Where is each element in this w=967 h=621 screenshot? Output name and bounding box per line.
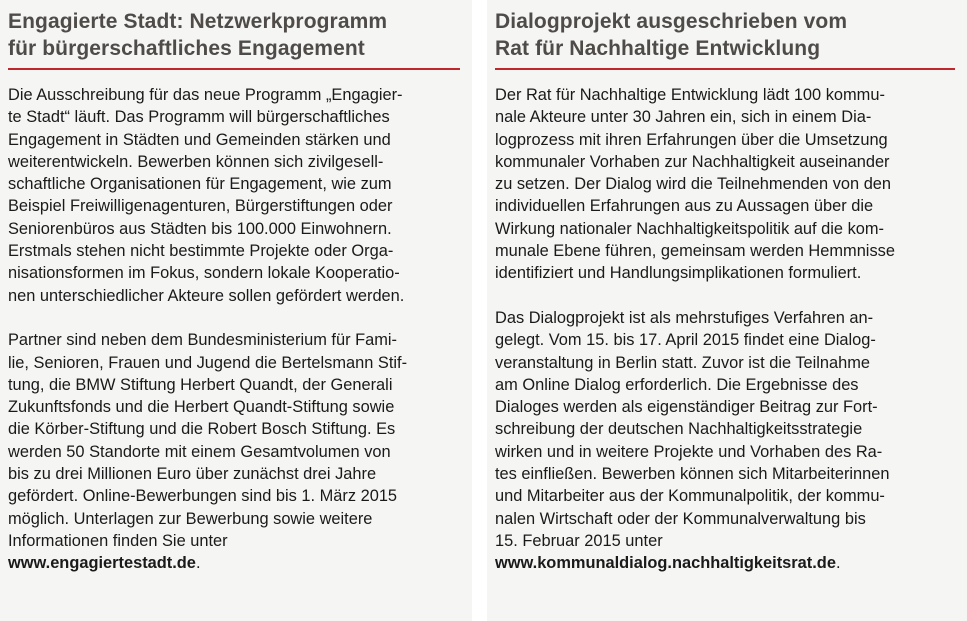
text-line: Der Rat für Nachhaltige Entwicklung lädt 100 kommu- [495, 86, 885, 104]
text-line: und Mitarbeiter aus der Kommunalpolitik, der kommu- [495, 487, 885, 506]
text-line: te Stadt“ läuft. Das Programm will bürgerschaftliches [8, 108, 390, 127]
article-title [487, 0, 967, 62]
text-line: individuellen Erfahrungen aus zu Aussagen über die [495, 197, 874, 216]
link-suffix: . [195, 554, 201, 573]
text-line: die Körber-Stiftung und die Robert Bosch Stiftung. Es [8, 420, 396, 439]
text-line: nale Akteure unter 30 Jahren ein, sich in einem Dia- [495, 108, 872, 127]
article-engagierte-stadt [0, 0, 472, 621]
text-line: tes einfließen. Bewerben können sich Mitarbeiterinnen [495, 465, 890, 484]
text-line: Seniorenbüros aus Städten bis 100.000 Einwohnern. [8, 219, 392, 238]
text-line: Partner sind neben dem Bundesministerium für Fami- [8, 331, 397, 350]
text-line: logprozess mit ihren Erfahrungen über die Umsetzung [495, 130, 888, 149]
text-line: zu setzen. Der Dialog wird die Teilnehmenden von den [495, 175, 892, 194]
text-line: Engagement in Städten und Gemeinden stärken und [8, 130, 391, 149]
paragraph [8, 84, 458, 307]
link-line [495, 552, 953, 574]
text-line: munale Ebene führen, gemeinsam werden Hemmnisse [495, 242, 895, 261]
text-line: Beispiel Freiwilligenagenturen, Bürgerstiftungen oder [8, 197, 393, 216]
article-dialogprojekt [487, 0, 967, 621]
title-line: Dialogprojekt ausgeschrieben vom [495, 10, 848, 33]
text-line: Erstmals stehen nicht bestimmte Projekte oder Orga- [8, 242, 394, 261]
text-line: gefördert. Online-Bewerbungen sind bis 1. März 2015 [8, 487, 398, 506]
text-line: veranstaltung in Berlin statt. Zuvor ist die Teilnahme [495, 353, 871, 372]
text-line: Informationen finden Sie unter [8, 531, 228, 550]
text-line: kommunaler Vorhaben zur Nachhaltigkeit auseinander [495, 152, 890, 171]
text-line: Dialoges werden als eigenständiger Beitrag zur Fort- [495, 398, 878, 417]
title-line: Rat für Nachhaltige Entwicklung [495, 37, 821, 60]
link-line [8, 552, 458, 574]
text-line: weiterentwickeln. Bewerben können sich zivilgesell- [8, 152, 384, 171]
text-line: Zukunftsfonds und die Herbert Quandt-Stiftung sowie [8, 398, 395, 417]
engagiertestadt-link[interactable]: www.engagiertestadt.de [8, 554, 196, 573]
paragraph [495, 307, 953, 575]
text-line: bis zu drei Millionen Euro über zunächst drei Jahre [8, 465, 377, 484]
paragraph [8, 329, 458, 574]
text-line: tung, die BMW Stiftung Herbert Quandt, der Generali [8, 375, 393, 394]
kommunaldialog-link[interactable]: www.kommunaldialog.nachhaltigkeitsrat.de [495, 554, 836, 573]
text-line: Wirkung nationaler Nachhaltigkeitspolitik auf die kom- [495, 219, 885, 238]
text-line: gelegt. Vom 15. bis 17. April 2015 findet eine Dialog- [495, 331, 876, 350]
text-line: 15. Februar 2015 unter [495, 531, 663, 550]
text-line: nen unterschiedlicher Akteure sollen gefördert werden. [8, 286, 405, 305]
title-line: Engagierte Stadt: Netzwerkprogramm [8, 10, 388, 33]
text-line: nalen Wirtschaft oder der Kommunalverwaltung bis [495, 509, 866, 528]
title-line: für bürgerschaftliches Engagement [8, 37, 365, 60]
text-line: Die Ausschreibung für das neue Programm „Engagier- [8, 86, 403, 104]
text-line: wirken und in weitere Projekte und Vorhaben des Ra- [495, 442, 883, 461]
text-line: schaftliche Organisationen für Engagement, wie zum [8, 175, 392, 194]
text-line: lie, Senioren, Frauen und Jugend die Bertelsmann Stif- [8, 353, 408, 372]
text-line: schreibung der deutschen Nachhaltigkeitsstrategie [495, 420, 863, 439]
link-suffix: . [835, 554, 841, 573]
article-title [0, 0, 472, 62]
article-body [0, 70, 472, 575]
article-body [487, 70, 967, 575]
paragraph [495, 84, 953, 285]
text-line: identifiziert und Handlungsimplikationen formuliert. [495, 264, 862, 283]
text-line: am Online Dialog erforderlich. Die Ergebnisse des [495, 375, 859, 394]
text-line: werden 50 Standorte mit einem Gesamtvolumen von [8, 442, 391, 461]
text-line: Das Dialogprojekt ist als mehrstufiges Verfahren an- [495, 308, 874, 327]
text-line: nisationsformen im Fokus, sondern lokale Kooperatio- [8, 264, 400, 283]
text-line: möglich. Unterlagen zur Bewerbung sowie weitere [8, 509, 373, 528]
